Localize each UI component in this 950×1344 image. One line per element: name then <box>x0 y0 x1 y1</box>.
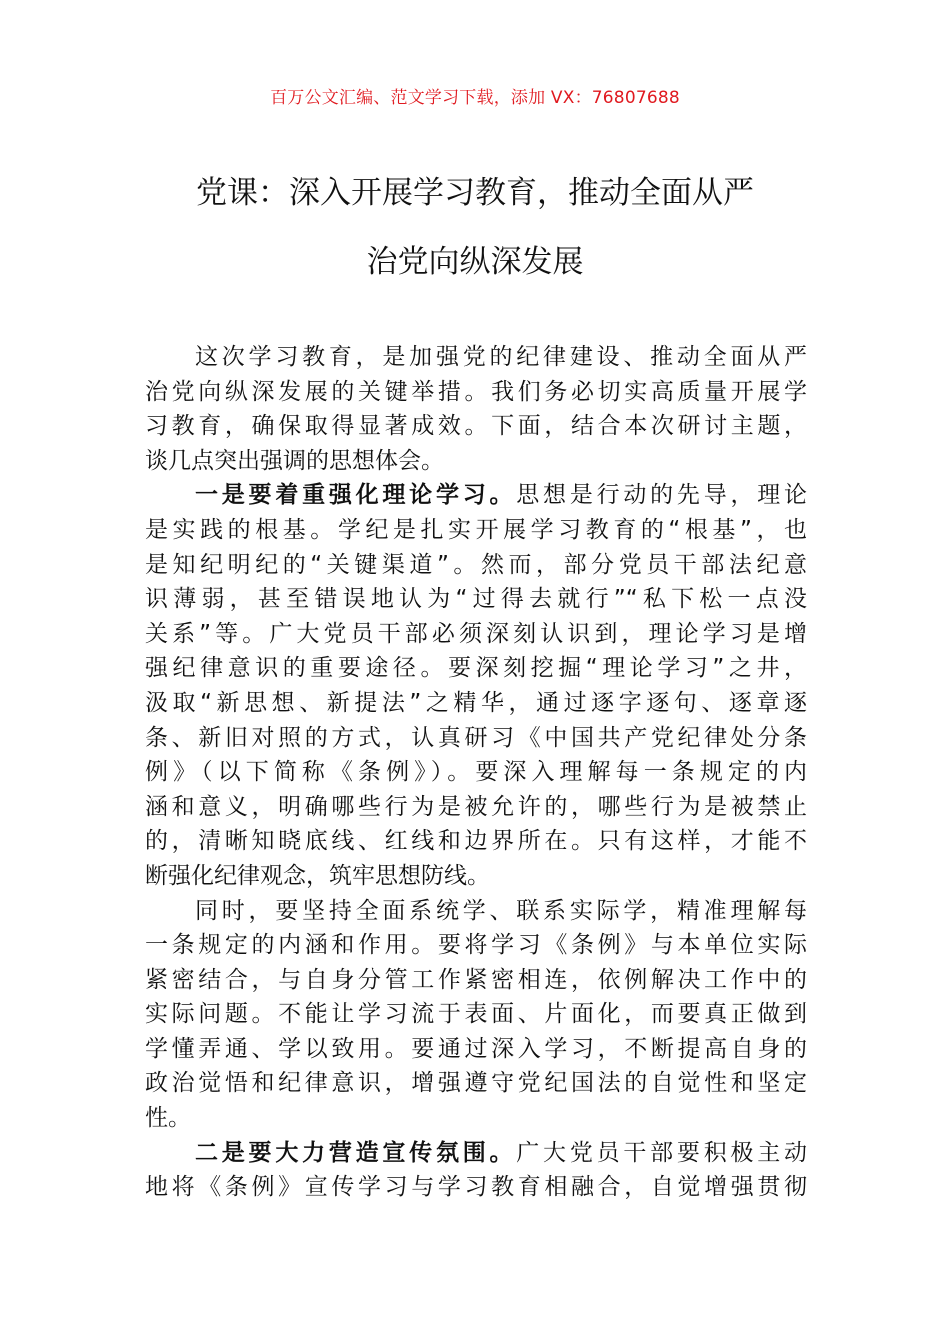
paragraph-point-one <box>145 478 807 893</box>
text-line: 的，清晰知晓底线、红线和边界所在。只有这样，才能不 <box>145 828 807 855</box>
paragraph-continued <box>145 894 807 1136</box>
watermark-banner: 百万公文汇编、范文学习下载，添加 VX：76807688 <box>270 88 680 108</box>
text-line: 实际问题。不能让学习流于表面、片面化，而要真正做到 <box>145 1001 807 1028</box>
text-line: 学懂弄通、学以致用。要通过深入学习，不断提高自身的 <box>145 1035 807 1062</box>
text-line: 是知纪明纪的“关键渠道”。然而，部分党员干部法纪意 <box>145 551 807 578</box>
section-heading: 二是要大力营造宣传氛围。 <box>195 1139 517 1166</box>
text-line: 条、新旧对照的方式，认真研习《中国共产党纪律处分条 <box>145 724 807 751</box>
text-line: 例》（以下简称《条例》）。要深入理解每一条规定的内 <box>145 759 807 786</box>
text-line: 性。 <box>145 1105 191 1132</box>
text-line: 谈几点突出强调的思想体会。 <box>145 447 444 474</box>
text-line: 政治觉悟和纪律意识，增强遵守党纪国法的自觉性和坚定 <box>145 1070 807 1097</box>
text-line: 习教育，确保取得显著成效。下面，结合本次研讨主题， <box>145 413 807 440</box>
text-line: 同时，要坚持全面系统学、联系实际学，精准理解每 <box>195 897 807 924</box>
text-line: 关系”等。广大党员干部必须深刻认识到，理论学习是增 <box>145 620 807 647</box>
text-line: 汲取“新思想、新提法”之精华，通过逐字逐句、逐章逐 <box>145 689 807 716</box>
paragraph-point-two <box>145 1136 807 1205</box>
text-line: 强纪律意识的重要途径。要深刻挖掘“理论学习”之井， <box>145 655 807 682</box>
document-body <box>145 340 807 1205</box>
text-line <box>145 1136 807 1171</box>
paragraph-intro <box>145 340 807 478</box>
text-line: 这次学习教育，是加强党的纪律建设、推动全面从严 <box>195 344 807 370</box>
title-line-2: 治党向纵深发展 <box>366 244 584 280</box>
text-line: 治党向纵深发展的关键举措。我们务必切实高质量开展学 <box>145 378 807 405</box>
section-heading: 一是要着重强化理论学习。 <box>195 482 517 509</box>
text-line: 紧密结合，与自身分管工作紧密相连，依例解决工作中的 <box>145 966 807 993</box>
document-title <box>0 172 950 284</box>
text-line: 识薄弱，甚至错误地认为“过得去就行”“私下松一点没 <box>145 586 807 613</box>
text-line: 一条规定的内涵和作用。要将学习《条例》与本单位实际 <box>145 932 807 959</box>
text-line <box>145 478 807 513</box>
text-run: 广大党员干部要积极主动 <box>516 1139 808 1166</box>
text-line: 是实践的根基。学纪是扎实开展学习教育的“根基”，也 <box>145 516 807 543</box>
text-line: 地将《条例》宣传学习与学习教育相融合，自觉增强贯彻 <box>145 1174 807 1201</box>
title-line-1: 党课：深入开展学习教育，推动全面从严 <box>196 175 754 211</box>
text-line: 涵和意义，明确哪些行为是被允许的，哪些行为是被禁止 <box>145 793 807 820</box>
text-line: 断强化纪律观念，筑牢思想防线。 <box>145 862 490 889</box>
text-run: 思想是行动的先导，理论 <box>516 482 808 509</box>
